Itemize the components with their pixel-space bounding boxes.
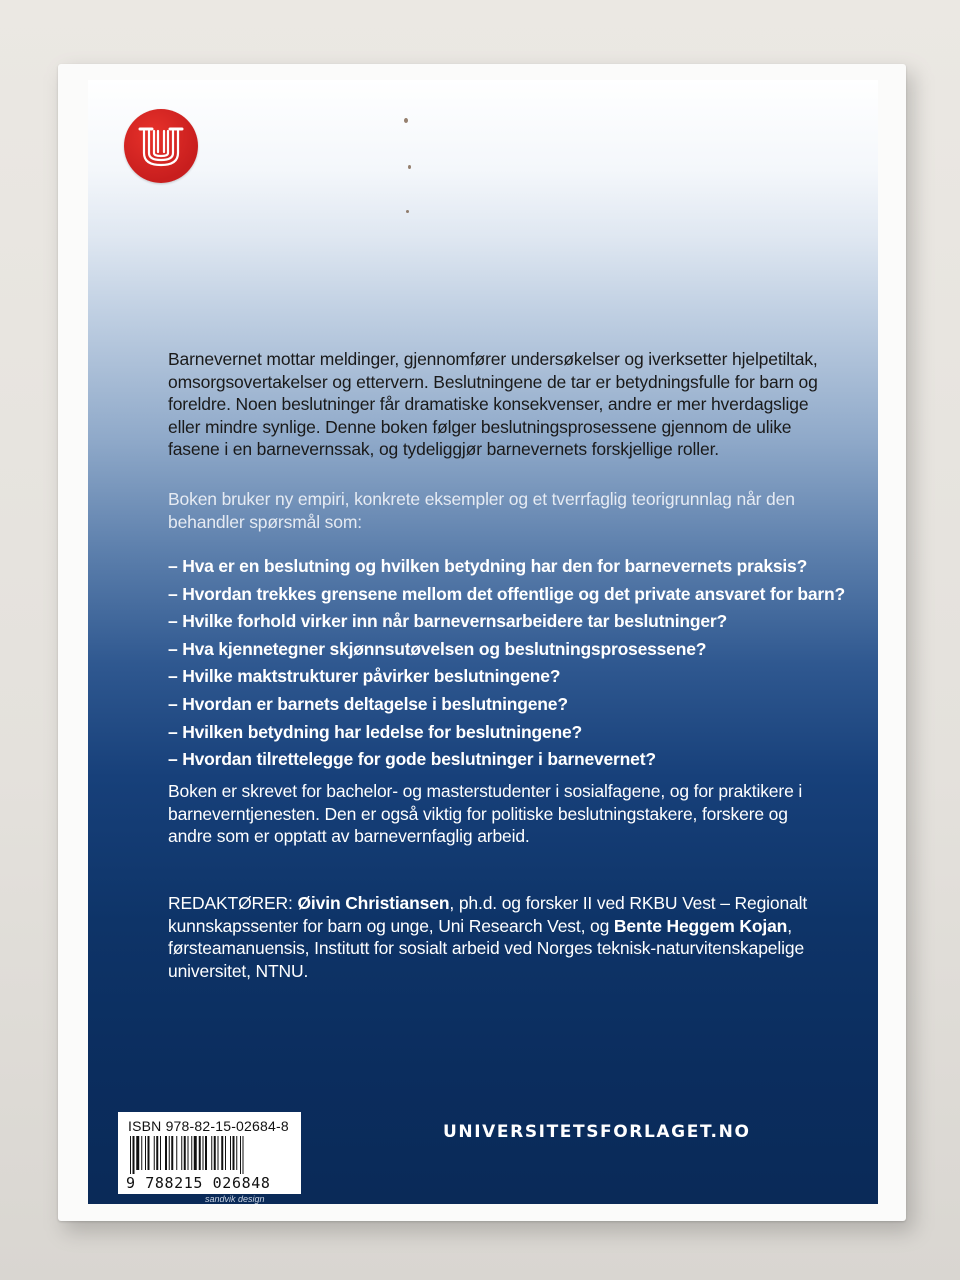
barcode-bar — [169, 1136, 170, 1170]
editor-name: Øivin Christiansen — [297, 893, 450, 913]
barcode-bar — [154, 1136, 155, 1170]
barcode-bar — [199, 1136, 201, 1170]
barcode-bar — [243, 1136, 244, 1174]
list-item: – Hvilken betydning har ledelse for beslutningene? — [168, 721, 582, 742]
list-item: – Hvilke forhold virker inn når barnevernsarbeidere tar beslutninger? — [168, 611, 728, 632]
cover-speck — [406, 210, 409, 213]
barcode-bar — [141, 1136, 142, 1170]
barcode-bar — [160, 1136, 161, 1170]
list-item: – Hvilke maktstrukturer påvirker beslutningene? — [168, 666, 561, 687]
list-item: – Hva er en beslutning og hvilken betydning har den for barnevernets praksis? — [168, 556, 808, 576]
barcode-bar — [165, 1136, 167, 1170]
barcode-bar — [136, 1136, 139, 1170]
barcode-bar — [171, 1136, 173, 1170]
barcode-bar — [191, 1136, 192, 1170]
cover-panel — [88, 80, 878, 1204]
barcode-bar — [205, 1136, 207, 1170]
barcode-bar — [148, 1136, 150, 1170]
list-item: – Hvordan er barnets deltagelse i beslutningene? — [168, 693, 568, 714]
barcode-bar — [194, 1136, 197, 1170]
list-item: – Hvordan tilrettelegge for gode beslutninger i barnevernet? — [168, 749, 656, 770]
barcode-bar — [240, 1136, 241, 1174]
barcode-bar — [233, 1136, 235, 1170]
barcode-bar — [203, 1136, 204, 1170]
editor-description: , ph.d. og forsker II ved RKBU Vest – Regionalt kunnskapssenter for barn og unge, Uni Research Vest, og — [168, 893, 808, 936]
barcode-bar — [211, 1136, 212, 1170]
cover-speck — [404, 118, 408, 123]
barcode-bar — [230, 1136, 231, 1170]
editor-name: Bente Heggem Kojan — [613, 915, 788, 936]
barcode-bar — [145, 1136, 146, 1170]
lead-paragraph: Boken bruker ny empiri, konkrete eksempler og et tverrfaglig teorigrunnlag når den behandler spørsmål som: — [168, 489, 795, 532]
intro-paragraph: Barnevernet mottar meldinger, gjennomfører undersøkelser og iverksetter hjelpetiltak, omsorgsovertakelser og ettervern. Beslutningene de tar er betydningsfulle for barn og foreldre. Noen beslutninger får dramatiske konsekvenser, andre er mer hverdagslige eller mindre synlige. Denne boken følger beslutningsprosessene gjennom de ulike fasene i en barnevernssak, og tydeliggjør barnevernets forskjellige roller. — [168, 349, 818, 459]
barcode-digits: 9 788215 026848 — [126, 1174, 271, 1192]
barcode-label — [118, 1112, 301, 1194]
design-credit: sandvik design — [205, 1194, 265, 1204]
publisher-url: UNIVERSITETSFORLAGET.NO — [443, 1122, 751, 1142]
list-item: – Hvordan trekkes grensene mellom det offentlige og det private ansvaret for barn? — [168, 583, 845, 604]
barcode-bar — [218, 1136, 219, 1170]
barcode-bar — [225, 1136, 226, 1170]
barcode-bar — [214, 1136, 216, 1170]
list-item: – Hva kjennetegner skjønnsutøvelsen og beslutningsprosessene? — [168, 638, 707, 659]
barcode-bar — [176, 1136, 177, 1170]
barcode-bar — [181, 1136, 182, 1170]
editors-paragraph — [168, 892, 818, 982]
barcode-bar — [221, 1136, 223, 1170]
audience-paragraph: Boken er skrevet for bachelor- og masterstudenter i sosialfagene, og for praktikere i barneverntjenesten. Den er også viktig for politiske beslutningstakere, forskere og andre som er opptatt av barnevernfaglig arbeid. — [168, 781, 803, 846]
barcode-bar — [130, 1136, 131, 1174]
barcode-bar — [236, 1136, 237, 1170]
isbn-text: ISBN 978-82-15-02684-8 — [128, 1118, 289, 1134]
question-list — [168, 556, 845, 777]
editors-label: REDAKTØRER: — [168, 893, 298, 913]
barcode-icon — [128, 1136, 291, 1174]
barcode-bar — [188, 1136, 189, 1170]
book-back-cover — [58, 64, 906, 1221]
barcode-bar — [184, 1136, 186, 1170]
barcode-bar — [133, 1136, 135, 1174]
barcode-bar — [156, 1136, 158, 1170]
publisher-logo-icon — [124, 109, 198, 183]
editor-description: , førsteamanuensis, Institutt for sosialt arbeid ved Norges teknisk-naturvitenskapelige universitet, NTNU. — [168, 915, 805, 981]
cover-speck — [408, 165, 411, 169]
